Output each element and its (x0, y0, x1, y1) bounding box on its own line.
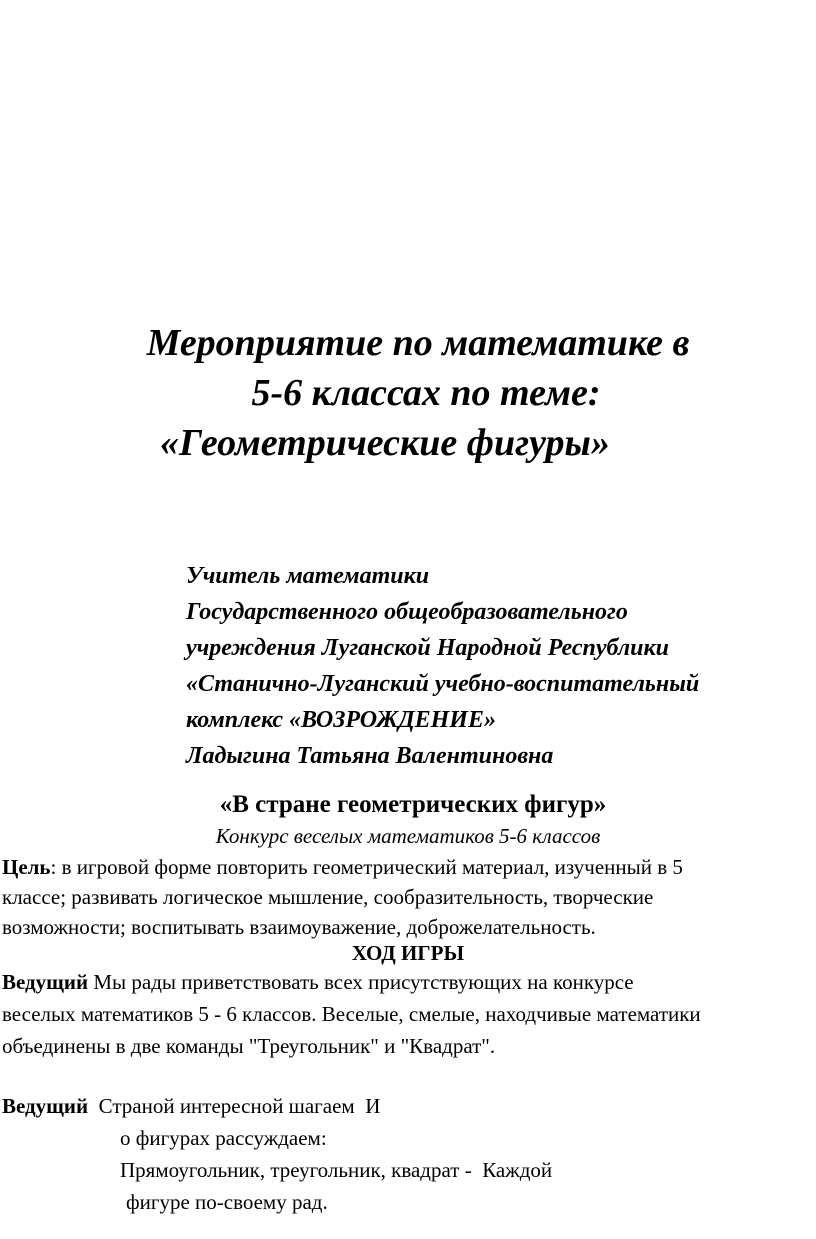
author-line: комплекс «ВОЗРОЖДЕНИЕ» (186, 707, 496, 733)
title-line-2: 5-6 классах по теме: (251, 372, 601, 414)
contest-subtitle: Конкурс веселых математиков 5-6 классов (215, 824, 601, 848)
host-paragraph-1 (2, 966, 816, 1062)
poem-line: фигуре по-своему рад. (126, 1190, 328, 1214)
author-line: Учитель математики (186, 563, 430, 589)
poem-line: Страной интересной шагаем И (88, 1094, 381, 1118)
host-text: Мы рады приветствовать всех присутствующих на конкурсе (88, 970, 634, 994)
author-block (186, 558, 699, 774)
author-line: Государственного общеобразовательного (186, 599, 628, 625)
goal-label: Цель (2, 855, 51, 879)
author-line: учреждения Луганской Народной Республики (186, 635, 670, 661)
title-line-3: «Геометрические фигуры» (160, 422, 610, 464)
poem-line: Прямоугольник, треугольник, квадрат - Каждой (120, 1158, 553, 1182)
goal-text: возможности; воспитывать взаимоуважение, доброжелательность. (2, 915, 596, 939)
host-paragraph-2 (2, 1090, 816, 1218)
author-line: Ладыгина Татьяна Валентиновна (186, 743, 554, 769)
title-line-1: Мероприятие по математике в (146, 322, 690, 364)
host-label: Ведущий (2, 1094, 89, 1118)
contest-title: «В стране геометрических фигур» (219, 791, 607, 818)
goal-text: классе; развивать логическое мышление, сообразительность, творческие (2, 885, 654, 909)
poem-line: о фигурах рассуждаем: (120, 1126, 327, 1150)
goal-paragraph (2, 852, 814, 942)
host-text: объединены в две команды "Треугольник" и "Квадрат". (2, 1034, 496, 1058)
author-line: «Станично-Луганский учебно-воспитательный (186, 671, 700, 697)
game-heading: ХОД ИГРЫ (351, 941, 465, 965)
host-label: Ведущий (2, 970, 89, 994)
goal-text: : в игровой форме повторить геометрический материал, изученный в 5 (50, 855, 683, 879)
document-title (0, 318, 816, 468)
host-text: веселых математиков 5 - 6 классов. Веселые, смелые, находчивые математики (2, 1002, 701, 1026)
